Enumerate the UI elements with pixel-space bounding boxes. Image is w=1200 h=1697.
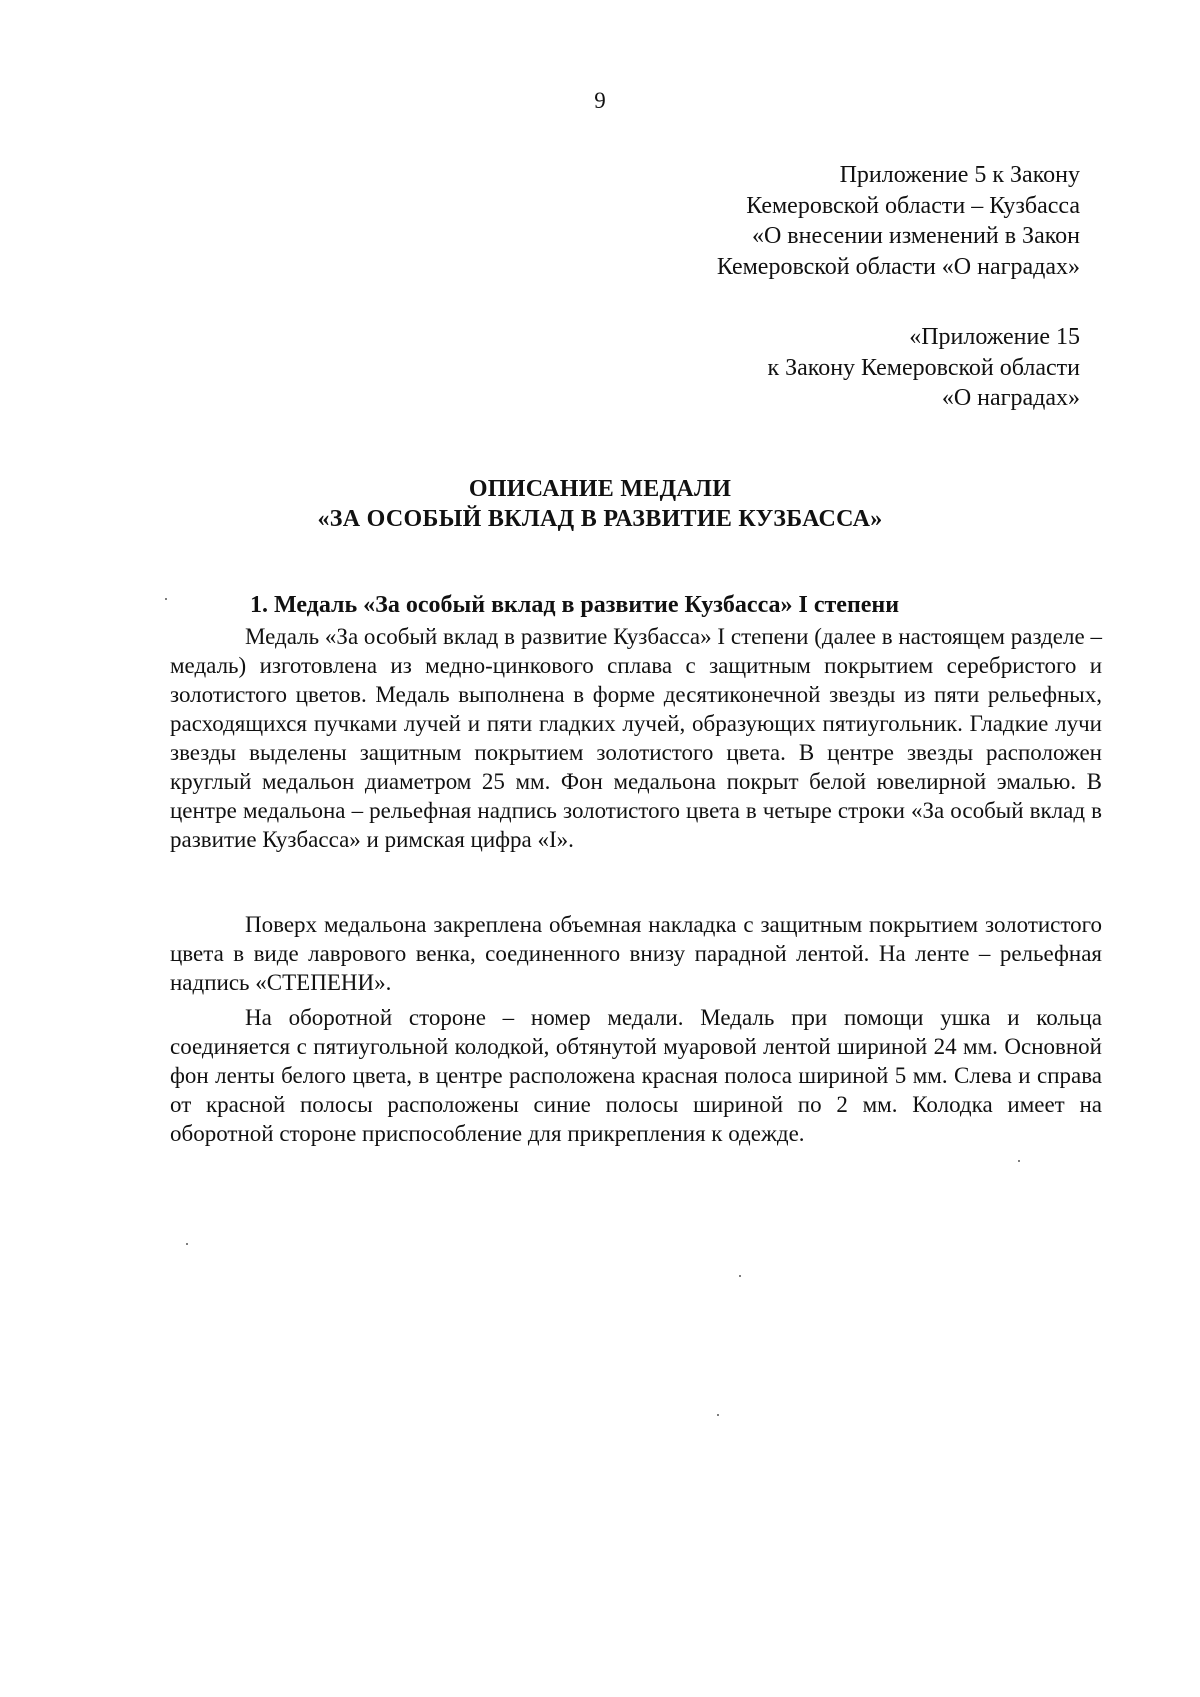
paragraph-text: На оборотной стороне – номер медали. Медаль при помощи ушка и кольца соединяется с пятиугольной колодкой, обтянутой муаровой лентой шириной 24 мм. Основной фон ленты белого цвета, в центре расположена красная полоса шириной 5 мм. Слева и справа от красной полосы расположены синие полосы шириной по 2 мм. Колодка имеет на оборотной стороне приспособление для прикрепления к одежде. <box>170 1005 1102 1146</box>
scan-speck <box>739 1275 741 1277</box>
annex-original <box>767 322 1080 414</box>
body-paragraph-1 <box>170 622 1102 854</box>
document-title-line-2: «ЗА ОСОБЫЙ ВКЛАД В РАЗВИТИЕ КУЗБАССА» <box>317 506 883 532</box>
paragraph-text: Медаль «За особый вклад в развитие Кузбасса» I степени (далее в настоящем разделе – медаль) изготовлена из медно-цинкового сплава с защитным покрытием серебристого и золотистого цветов. Медаль выполнена в форме десятиконечной звезды из пяти рельефных, расходящихся пучками лучей и пяти гладких лучей, образующих пятиугольник. Гладкие лучи звезды выделены защитным покрытием золотистого цвета. В центре звезды расположен круглый медальон диаметром 25 мм. Фон медальона покрыт белой ювелирной эмалью. В центре медальона – рельефная надпись золотистого цвета в четыре строки «За особый вклад в развитие Кузбасса» и римская цифра «I». <box>170 624 1102 852</box>
annex-original-line: к Закону Кемеровской области <box>767 354 1080 381</box>
annex-original-line: «Приложение 15 <box>909 324 1080 350</box>
paragraph-text: Поверх медальона закреплена объемная накладка с защитным покрытием золотистого цвета в виде лаврового венка, соединенного внизу парадной лентой. На ленте – рельефная надпись «СТЕПЕНИ». <box>170 912 1102 995</box>
document-title-line-1: ОПИСАНИЕ МЕДАЛИ <box>468 476 732 502</box>
annex-header-line: Кемеровской области «О наградах» <box>716 253 1080 280</box>
annex-header <box>717 160 1080 282</box>
scan-speck <box>717 1414 719 1416</box>
section-heading: 1. Медаль «За особый вклад в развитие Кузбасса» I степени <box>250 592 900 618</box>
annex-original-line: «О наградах» <box>941 385 1080 411</box>
page-number: 9 <box>594 88 606 113</box>
scan-speck <box>186 1243 188 1245</box>
scan-speck <box>1018 1160 1020 1162</box>
scan-speck <box>165 598 167 600</box>
body-paragraph-2 <box>170 910 1102 997</box>
annex-header-line: Кемеровской области – Кузбасса <box>746 192 1080 219</box>
annex-header-line: Приложение 5 к Закону <box>839 162 1080 188</box>
body-paragraph-3 <box>170 1003 1102 1148</box>
document-title <box>0 474 1200 534</box>
annex-header-line: «О внесении изменений в Закон <box>751 223 1080 249</box>
